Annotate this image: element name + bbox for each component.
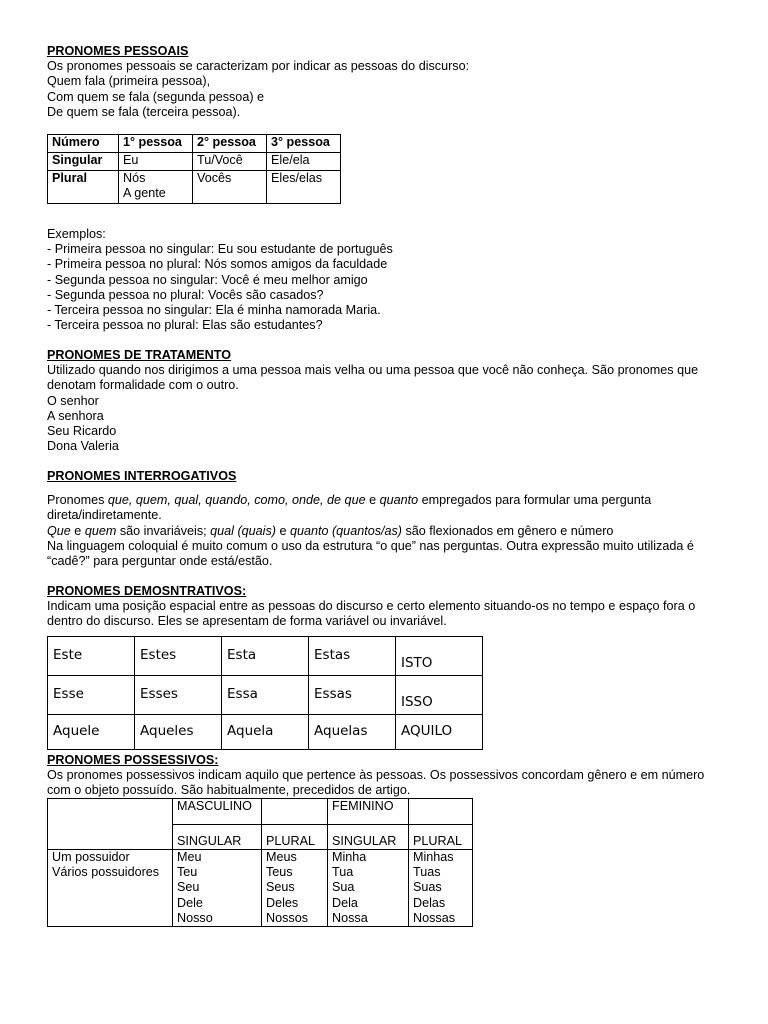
example-line: - Terceira pessoa no singular: Ela é minha namorada Maria. <box>47 303 381 318</box>
table-cell: FEMININO <box>328 799 409 825</box>
paragraph: Utilizado quando nos dirigimos a uma pessoa mais velha ou uma pessoa que você não conheça. São pronomes que denotam formalidade com o outro. <box>47 363 699 393</box>
text-run: e <box>275 523 290 538</box>
table-cell: 2° pessoa <box>193 135 267 153</box>
section-title: PRONOMES PESSOAIS <box>47 44 189 58</box>
table-cell: Este <box>48 637 135 676</box>
table-cell: PLURAL <box>409 824 473 850</box>
text-run: são invariáveis; <box>116 523 211 538</box>
table-row <box>48 676 483 715</box>
table-cell: Esta <box>222 637 309 676</box>
table-row <box>48 850 473 927</box>
table-cell: Ele/ela <box>267 153 341 171</box>
table-cell: 3° pessoa <box>267 135 341 153</box>
examples-title: Exemplos: <box>47 227 106 241</box>
section-possessivos <box>47 753 727 799</box>
paragraph: Os pronomes possessivos indicam aquilo que pertence às pessoas. Os possessivos concordam gênero e em número com o objeto possuído. São habitualmente, precedidos de artigo. <box>47 768 705 798</box>
paragraph: Indicam uma posição espacial entre as pessoas do discurso e certo elemento situando-os no tempo e espaço fora o dentro do discurso. Eles se apresentam de forma variável ou invariável. <box>47 599 696 629</box>
table-row <box>48 153 341 171</box>
text-run: são flexionados em gênero e número <box>402 523 614 538</box>
paragraph: Na linguagem coloquial é muito comum o uso da estrutura “o que” nas perguntas. Outra expressão muito utilizada é “cadê?” para perguntar onde está/estão. <box>47 538 694 569</box>
paragraph-line: Com quem se fala (segunda pessoa) e <box>47 89 265 104</box>
list-item: Dona Valeria <box>47 439 119 454</box>
table-cell: Essa <box>222 676 309 715</box>
example-line: - Primeira pessoa no singular: Eu sou estudante de português <box>47 242 393 257</box>
table-cell: ISSO <box>396 676 483 715</box>
table-cell: Aqueles <box>135 715 222 750</box>
paragraph <box>47 493 727 523</box>
table-cell: SINGULAR <box>173 824 262 850</box>
text-run: empregados para formular uma pergunta direta/indiretamente. <box>47 493 652 523</box>
table-cell: Aquelas <box>309 715 396 750</box>
text-run: e <box>70 523 85 538</box>
table-cell: Minha Tua Sua Dela Nossa <box>328 850 409 927</box>
text-run-italic: qual (quais) <box>210 523 276 538</box>
list-item: O senhor <box>47 393 99 408</box>
examples-block <box>47 227 727 333</box>
section-title: PRONOMES POSSESSIVOS: <box>47 753 219 767</box>
paragraph <box>47 524 727 539</box>
paragraph-line: Os pronomes pessoais se caracterizam por indicar as pessoas do discurso: <box>47 59 470 74</box>
section-title: PRONOMES DE TRATAMENTO <box>47 348 232 362</box>
text-run-italic: que, quem, qual, quando, como, onde, de que <box>107 493 366 508</box>
table-cell <box>48 799 173 850</box>
section-pessoais <box>47 44 727 120</box>
table-cell: ISTO <box>396 637 483 676</box>
table-cell: Meu Teu Seu Dele Nosso <box>173 850 262 927</box>
list-item: A senhora <box>47 408 104 423</box>
table-cell: Minhas Tuas Suas Delas Nossas <box>409 850 473 927</box>
table-cell: MASCULINO <box>173 799 262 825</box>
table-cell: Vocês <box>193 171 267 204</box>
table-cell: 1° pessoa <box>119 135 193 153</box>
table-cell: Número <box>48 135 119 153</box>
section-title: PRONOMES INTERROGATIVOS <box>47 469 237 483</box>
example-line: - Segunda pessoa no singular: Você é meu melhor amigo <box>47 272 368 287</box>
table-cell: Eles/elas <box>267 171 341 204</box>
pessoais-table <box>47 134 341 204</box>
table-cell: Esses <box>135 676 222 715</box>
text-run-italic: quem <box>84 523 117 538</box>
table-row <box>48 715 483 750</box>
example-line: - Segunda pessoa no plural: Vocês são casados? <box>47 287 324 302</box>
table-cell <box>262 799 328 825</box>
section-title: PRONOMES DEMOSNTRATIVOS: <box>47 584 247 598</box>
table-row <box>48 637 483 676</box>
section-demonstrativos <box>47 584 727 630</box>
table-cell: AQUILO <box>396 715 483 750</box>
table-cell: Plural <box>48 171 119 204</box>
text-run-italic: quanto <box>379 493 419 508</box>
table-cell: SINGULAR <box>328 824 409 850</box>
text-run-italic: quanto (quantos/as) <box>289 523 402 538</box>
section-tratamento <box>47 348 727 454</box>
text-run: Pronomes <box>47 493 108 508</box>
paragraph-line: De quem se fala (terceira pessoa). <box>47 104 241 119</box>
table-cell: Eu <box>119 153 193 171</box>
list-item: Seu Ricardo <box>47 424 117 439</box>
table-cell <box>409 799 473 825</box>
example-line: - Terceira pessoa no plural: Elas são estudantes? <box>47 318 323 333</box>
example-line: - Primeira pessoa no plural: Nós somos amigos da faculdade <box>47 257 388 272</box>
table-cell: Essas <box>309 676 396 715</box>
table-cell: Tu/Você <box>193 153 267 171</box>
table-cell: Aquela <box>222 715 309 750</box>
table-cell: Aquele <box>48 715 135 750</box>
text-run: e <box>365 493 380 508</box>
demonstrativos-table <box>47 636 483 750</box>
table-row <box>48 171 341 204</box>
table-cell: Estes <box>135 637 222 676</box>
table-cell: Estas <box>309 637 396 676</box>
paragraph-line: Quem fala (primeira pessoa), <box>47 74 211 89</box>
table-row <box>48 799 473 825</box>
table-cell: Esse <box>48 676 135 715</box>
table-cell: Um possuidor Vários possuidores <box>48 850 173 927</box>
text-run-italic: Que <box>47 523 71 538</box>
section-interrogativos <box>47 469 727 569</box>
table-cell: Nós A gente <box>119 171 193 204</box>
table-header-row <box>48 135 341 153</box>
possessivos-table <box>47 798 473 927</box>
table-cell: Meus Teus Seus Deles Nossos <box>262 850 328 927</box>
table-cell: Singular <box>48 153 119 171</box>
table-cell: PLURAL <box>262 824 328 850</box>
